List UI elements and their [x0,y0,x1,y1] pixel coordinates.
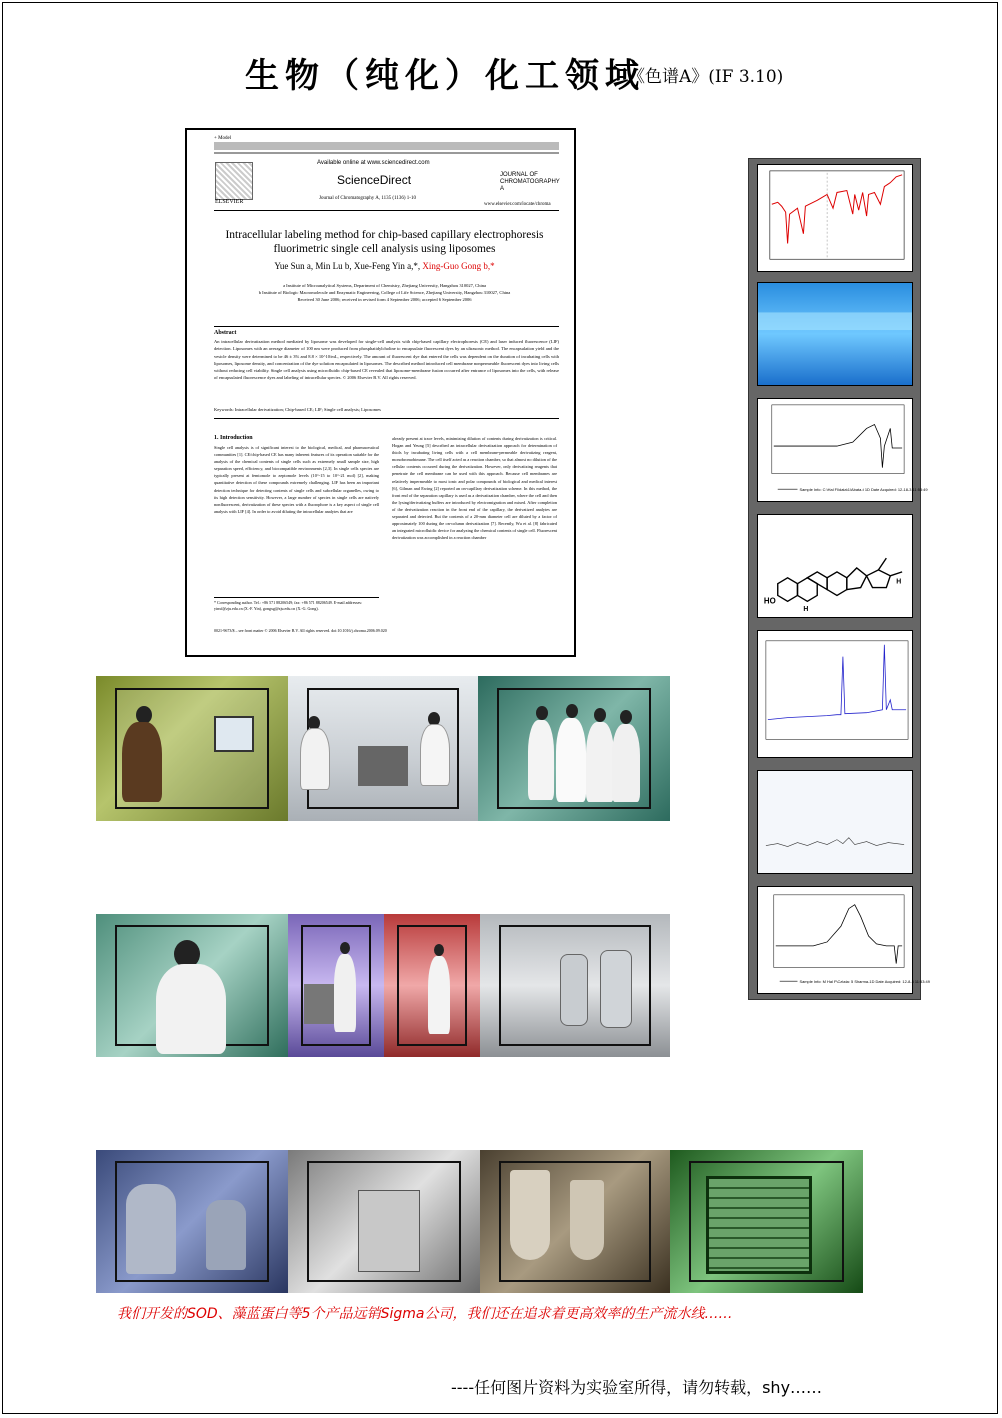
journal-name: JOURNAL OF CHROMATOGRAPHY A [500,172,560,192]
hplc-legend-1: Sample Info: C:\Hal Fl\data\1\Abata-t 1D Date Acquired: 12-18-3 11:53:49 [799,487,928,493]
hplc-legend-2: Sample Info: M Hal F\Ca\sta: 5 Sharma-1D Date Acquired: 12-8-3 11:53:49 [799,979,930,985]
affiliations: a Institute of Microanalytical Systems, Department of Chemistry, Zhejiang University, Hangzhou 310027, China b Institute of Biologic Macromolecule and Enzymatic Engineering, College of Life Science, Zhejiang University, Hangzhou 310027, China Received 30 June 2006; received in revised form 4 September 2006; accepted 6 September 2006 [258,283,511,302]
plant-photo-freeze-dryer [670,1150,863,1293]
publisher-name: ELSEVIER [215,199,244,205]
divider [214,210,559,211]
article-authors: Yue Sun a, Min Lu b, Xue-Feng Yin a,*, Xing-Guo Gong b,* [274,261,495,271]
footer-credit: ----任何图片资料为实验室所得，请勿转载，shy…… [451,1378,823,1397]
journal-reference: Journal of Chromatography A, 1135 (1136) 1-10 [319,196,416,201]
uv-chromatogram-figure [757,630,913,758]
footer-note: 我们开发的SOD、藻蓝蛋白等5个产品远销Sigma公司，我们还在追求着更高效率的生产流水线…… [117,1306,733,1322]
lab-photo-production-line [480,914,670,1057]
footnote: * Corresponding author. Tel.: +86 571 88206549; fax: +86 571 88206549. E-mail addresses: yinxf@zju.edu.cn (X.-F. Yin), gongxg@zju.edu.cn (X.-G. Gong). [214,597,379,612]
lab-photo-team [478,676,670,821]
lab-photo-bench [288,676,478,821]
intro-right-column: already present at trace levels, minimizing dilution of contents during derivatization is critical. Hogan and Yeung [5] described an intracellular derivatization approach for determination of thiols by incubating living cells with a cell membrane-permeable derivatizing reagent, monobromobimane. The cell itself acted as a reaction chamber, so that almost no dilution of the cellular contents occurred during the derivatization. However, only derivatizing reagents that penetrate the cell membrane can be used with this approach. Because cell membranes are relatively impermeable to most ionic and polar compounds of biological and medical interest [6], Gilman and Ewing [2] reported an on-capillary derivatization scheme. In this method, the front end of the separation capillary is used as a derivatization chamber, where the cell and then the lysing/derivatizing buffers are introduced by electromigration and mixed. After completion of the derivatization reaction in the front end of the capillary, the derivatized analytes are separated and detected. But the contents of a 20-mm diameter cell are diluted by a factor of approximately 100 during the on-column derivatization [7]. Recently, Wu et al. [8] fabricated an integrated microfluidic device for analyzing the chemical contents of single cell. Fluorescent derivatization was accomplished in a reaction chamber [392,436,557,541]
page-title: 生物（纯化）化工领域 [245,56,645,96]
lab-photo-pipette [96,914,288,1057]
gel-plate-figure [757,282,913,386]
keywords: Keywords: Intracellular derivatization; Chip-based CE; LIF; Single cell analysis; Liposomes [214,407,381,412]
divider [214,326,559,327]
steroid-ho-label: HO [763,596,776,606]
article-model-line: + Model [214,136,232,141]
journal-article [185,128,576,657]
hplc-chromatogram-2 [757,886,930,994]
intro-heading: 1. Introduction [214,435,253,441]
abstract-heading: Abstract [214,330,237,336]
lab-photo-instrument [288,914,384,1057]
lab-photo-incubator [384,914,480,1057]
steroid-h-label: H [803,606,809,614]
available-online: Available online at www.sciencedirect.com [317,160,430,166]
plant-photo-cleanroom [288,1150,480,1293]
header-bar [214,142,559,150]
intro-left-column: Single cell analysis is of significant interest to the biological, medical, and pharmaceutical communities [1]. CE/chip-based CE has many inherent features of its operation suitable for the analysis of the chemical contents of single cells such as extremely small sample size, high separation speed, efficiency, and biocompatible environments [2,3]. In single cells species are typically present at femtomole to zeptomole levels (10^-15 to 10^-21 mol) [2], making quantitative detection of these compounds extremely challenging. LIF has been an important detection technique for detecting contents of single cells and subcellular organelles, owing to its high detection sensitivity. However, a large number of species in single cells are natively nonfluorescent, derivatization of these species with a fluorophore is a key aspect of single cell analysis with LIF [4]. In order to avoid diluting the intracellular analytes that are [214,445,379,514]
lab-photo-computer [96,676,288,821]
highlight-author: Xing-Guo Gong b,* [422,261,495,271]
steroid-structure-figure [757,514,913,618]
noisy-spectrum-figure [757,770,913,874]
divider [214,418,559,419]
abstract-text: An intracellular derivatization method mediated by liposome was developed for single-cell analysis with chip-based capillary electrophoresis (CE) and laser induced fluorescence (LIF) detection. Liposomes with an average diameter of 100 nm were produced from phosphatidylcholine to encapsulate fluorescent dyes by an ultrasonic method. The encapsulation yield and the vesicle density were determined to be 46 ± 3% and 8.8 × 10^10/mL, respectively. The amount of fluorescent dye that entered the cells was dependent on the duration of incubating cells with liposomes, liposome density, and concentration of the dye solution encapsulated in liposomes. The described method introduced cell membrane nonpermeable fluorescent dyes into living cells without reducing cell viability. Single cell analysis using microfluidic chip-based CE revealed that liposome-membrane fusion occurred after entrance of liposomes into the cells, with release of encapsulated fluorescence dyes and labeling of intracellular species. © 2006 Elsevier B.V. All rights reserved. [214,339,559,381]
plant-photo-tanks [96,1150,288,1293]
ir-spectrum-figure [757,164,913,272]
hplc-chromatogram-1 [757,398,928,502]
sciencedirect-logo: ScienceDirect [337,173,412,187]
elsevier-tree-logo [215,162,253,200]
footnote-doi: 0021-9673/$ – see front matter © 2006 Elsevier B.V. All rights reserved. doi:10.1016/j.chroma.2006.09.020 [214,628,387,633]
plant-photo-spray-dryer [480,1150,670,1293]
header-rule [214,152,559,154]
article-title: Intracellular labeling method for chip-based capillary electrophoresis fluorimetric single cell analysis using liposomes [225,229,544,255]
steroid-h-label-2: H [896,578,902,586]
page-subtitle: 《色谱A》(IF 3.10) [628,67,784,87]
journal-url: www.elsevier.com/locate/chroma [484,202,551,207]
